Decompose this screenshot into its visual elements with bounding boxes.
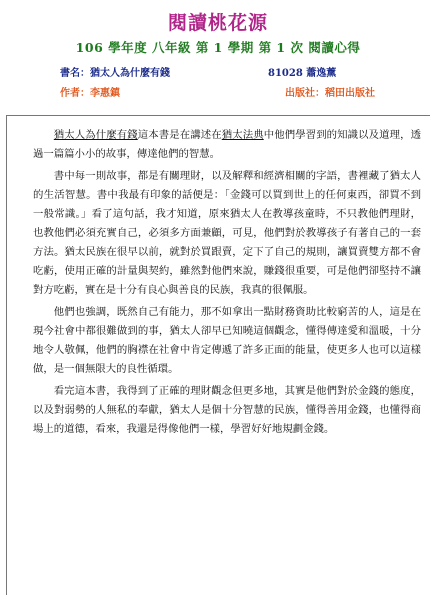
paragraph-1-text-a: 這本書是在講述在	[137, 129, 222, 141]
page-title: 閱讀桃花源	[167, 12, 268, 34]
report-subtitle: 106 學年度 八年級 第 1 學期 第 1 次 閱讀心得	[75, 40, 361, 55]
paragraph-4: 看完這本書，我得到了正確的理財觀念但更多地，其實是他們對於金錢的態度，以及對弱勢的人無私的奉獻，猶太人是個十分智慧的民族，懂得善用金錢，也懂得商場上的道德，看來，我還是得像他們一樣，學習好好地規劃金錢。	[33, 385, 421, 435]
student-class-name: 81028 蕭逸薰	[268, 68, 337, 79]
report-body	[33, 126, 421, 442]
paragraph-2: 書中每一則故事，都是有關理財，以及解釋和經濟相關的字語，書裡藏了猶太人的生活智慧。書中我最有印象的話便是：「金錢可以買到世上的任何東西，卻買不到一般常識。」看了這句話，我才知道，原來猶太人在教導孩童時，不只教他們理財，也教他們必須充實自己，必須多方面兼顧，可見，他們對於教導孩子有著自己的一套方法。猶太民族在很早以前，就對於買跟賣，定下了自己的規則，讓買賣雙方都不會吃虧，使用正確的計量與契約，雖然對他們來說，賺錢很重要，可是他們卻堅持不讓對方吃虧，實在是十分有良心與善良的民族，我真的很佩服。	[33, 170, 421, 296]
book-title-ref: 猶太人為什麼有錢	[53, 129, 138, 141]
paragraph-1	[33, 126, 421, 164]
talmud-ref: 猶太法典	[221, 129, 264, 141]
book-publisher: 出版社：稻田出版社	[285, 88, 375, 99]
book-author: 作者：李惠鎮	[60, 88, 120, 99]
paragraph-1-text-b: 中他們學習到的知識以及道理，透過一篇篇小小的故事，傳達他們的智慧。	[33, 129, 422, 160]
paragraph-3: 他們也強調，既然自己有能力，那不如拿出一點財務資助比較窮苦的人，這是在現今社會中都很難做到的事，猶太人卻早已知曉這個觀念，懂得傳達愛和溫暖，十分地令人敬佩，他們的胸襟在社會中肯定傳遞了許多正面的能量，使更多人也可以這樣做，是一個無限大的良性循環。	[33, 306, 421, 375]
book-name: 書名：猶太人為什麼有錢	[60, 68, 170, 79]
